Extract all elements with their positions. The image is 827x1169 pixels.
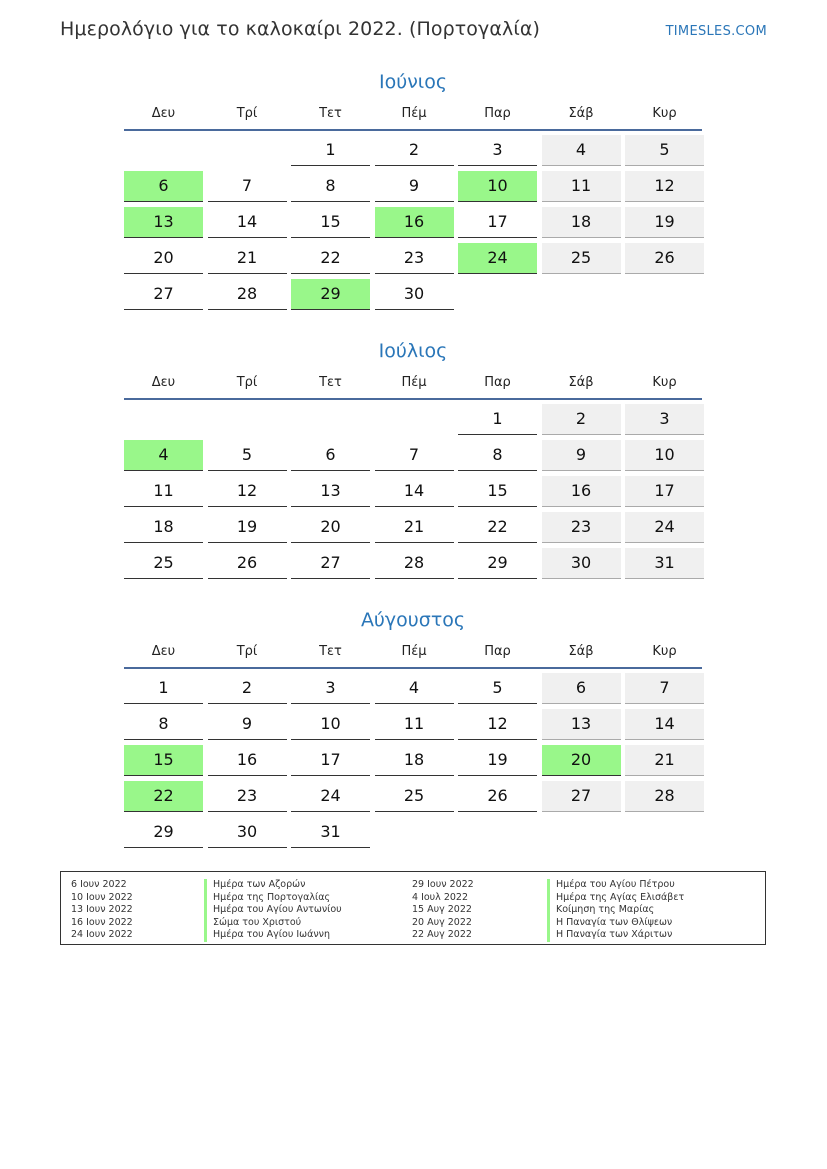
day-cell: 29 bbox=[458, 548, 537, 579]
day-cell: 14 bbox=[625, 709, 704, 740]
day-cell: 15 bbox=[291, 207, 370, 238]
legend-names-left bbox=[204, 879, 342, 942]
weekday-label: Παρ bbox=[484, 374, 511, 390]
day-grid bbox=[124, 673, 702, 848]
holiday-day-cell: 6 bbox=[124, 171, 203, 202]
day-cell: 12 bbox=[208, 476, 287, 507]
month-june bbox=[124, 67, 702, 310]
day-cell: 3 bbox=[291, 673, 370, 704]
holiday-legend bbox=[60, 871, 766, 945]
day-cell: 26 bbox=[208, 548, 287, 579]
weekday-label: Πέμ bbox=[401, 105, 427, 121]
weekday-label: Παρ bbox=[484, 643, 511, 659]
day-cell: 5 bbox=[208, 440, 287, 471]
weekday-label: Σάβ bbox=[568, 374, 594, 390]
day-cell: 31 bbox=[291, 817, 370, 848]
page-title: Ημερολόγιο για το καλοκαίρι 2022. (Πορτογαλία) bbox=[60, 18, 541, 40]
day-cell: 14 bbox=[375, 476, 454, 507]
empty-cell bbox=[375, 404, 454, 434]
day-cell: 30 bbox=[542, 548, 621, 579]
weekday-label: Κυρ bbox=[652, 105, 677, 121]
day-cell: 28 bbox=[625, 781, 704, 812]
day-cell: 21 bbox=[208, 243, 287, 274]
day-cell: 7 bbox=[625, 673, 704, 704]
day-cell: 2 bbox=[375, 135, 454, 166]
day-cell: 24 bbox=[291, 781, 370, 812]
holiday-day-cell: 20 bbox=[542, 745, 621, 776]
day-cell: 7 bbox=[375, 440, 454, 471]
day-cell: 19 bbox=[625, 207, 704, 238]
month-title: Ιούνιος bbox=[378, 71, 448, 93]
day-cell: 10 bbox=[625, 440, 704, 471]
day-cell: 23 bbox=[542, 512, 621, 543]
day-cell: 24 bbox=[625, 512, 704, 543]
day-cell: 9 bbox=[542, 440, 621, 471]
day-cell: 16 bbox=[542, 476, 621, 507]
legend-holiday-name: Ημέρα της Πορτογαλίας bbox=[204, 892, 342, 905]
holiday-day-cell: 22 bbox=[124, 781, 203, 812]
day-cell: 9 bbox=[375, 171, 454, 202]
weekday-label: Σάβ bbox=[568, 105, 594, 121]
weekday-label: Τρί bbox=[236, 643, 258, 659]
legend-dates-right bbox=[412, 879, 474, 942]
day-cell: 25 bbox=[542, 243, 621, 274]
day-cell: 8 bbox=[458, 440, 537, 471]
day-cell: 19 bbox=[458, 745, 537, 776]
weekday-label: Τετ bbox=[319, 643, 342, 659]
weekday-header bbox=[124, 635, 702, 667]
legend-holiday-name: Ημέρα του Αγίου Αντωνίου bbox=[204, 904, 342, 917]
weekday-label: Τετ bbox=[319, 105, 342, 121]
day-cell: 29 bbox=[124, 817, 203, 848]
legend-date: 16 Ιουν 2022 bbox=[71, 916, 133, 928]
day-cell: 1 bbox=[458, 404, 537, 435]
day-cell: 27 bbox=[124, 279, 203, 310]
weekday-label: Σάβ bbox=[568, 643, 594, 659]
day-cell: 8 bbox=[291, 171, 370, 202]
day-cell: 11 bbox=[375, 709, 454, 740]
legend-holiday-name: Ημέρα του Αγίου Πέτρου bbox=[547, 879, 684, 892]
day-cell: 19 bbox=[208, 512, 287, 543]
day-cell: 7 bbox=[208, 171, 287, 202]
day-cell: 27 bbox=[542, 781, 621, 812]
day-cell: 4 bbox=[375, 673, 454, 704]
holiday-day-cell: 15 bbox=[124, 745, 203, 776]
empty-cell bbox=[124, 135, 203, 165]
holiday-day-cell: 4 bbox=[124, 440, 203, 471]
header-rule bbox=[124, 667, 702, 669]
weekday-label: Δευ bbox=[151, 643, 176, 659]
day-cell: 8 bbox=[124, 709, 203, 740]
day-cell: 6 bbox=[542, 673, 621, 704]
holiday-day-cell: 24 bbox=[458, 243, 537, 274]
day-cell: 10 bbox=[291, 709, 370, 740]
legend-holiday-name: Σώμα του Χριστού bbox=[204, 917, 342, 930]
legend-holiday-name: Ημέρα της Αγίας Ελισάβετ bbox=[547, 892, 684, 905]
month-july bbox=[124, 336, 702, 579]
holiday-day-cell: 10 bbox=[458, 171, 537, 202]
day-cell: 6 bbox=[291, 440, 370, 471]
day-cell: 5 bbox=[625, 135, 704, 166]
day-cell: 3 bbox=[458, 135, 537, 166]
day-cell: 28 bbox=[208, 279, 287, 310]
weekday-header bbox=[124, 366, 702, 398]
day-cell: 16 bbox=[208, 745, 287, 776]
weekday-label: Παρ bbox=[484, 105, 511, 121]
day-cell: 11 bbox=[124, 476, 203, 507]
legend-date: 20 Αυγ 2022 bbox=[412, 916, 472, 928]
weekday-label: Δευ bbox=[151, 105, 176, 121]
day-cell: 4 bbox=[542, 135, 621, 166]
day-cell: 26 bbox=[458, 781, 537, 812]
day-cell: 21 bbox=[625, 745, 704, 776]
day-cell: 2 bbox=[208, 673, 287, 704]
day-cell: 5 bbox=[458, 673, 537, 704]
day-cell: 21 bbox=[375, 512, 454, 543]
legend-holiday-name: Κοίμηση της Μαρίας bbox=[547, 904, 684, 917]
legend-date: 15 Αυγ 2022 bbox=[412, 904, 472, 916]
day-cell: 2 bbox=[542, 404, 621, 435]
header-rule bbox=[124, 398, 702, 400]
day-cell: 12 bbox=[458, 709, 537, 740]
day-cell: 27 bbox=[291, 548, 370, 579]
day-cell: 23 bbox=[375, 243, 454, 274]
day-cell: 13 bbox=[542, 709, 621, 740]
weekday-label: Τετ bbox=[319, 374, 342, 390]
brand-link[interactable]: TIMESLES.COM bbox=[665, 24, 767, 39]
month-title: Αύγουστος bbox=[360, 609, 466, 631]
legend-holiday-name: Η Παναγία των Χάριτων bbox=[547, 929, 684, 942]
weekday-label: Κυρ bbox=[652, 643, 677, 659]
legend-date: 22 Αυγ 2022 bbox=[412, 929, 472, 941]
day-cell: 20 bbox=[124, 243, 203, 274]
day-cell: 18 bbox=[124, 512, 203, 543]
weekday-header bbox=[124, 97, 702, 129]
empty-cell bbox=[291, 404, 370, 434]
legend-holiday-name: Ημέρα του Αγίου Ιωάννη bbox=[204, 929, 342, 942]
legend-date: 6 Ιουν 2022 bbox=[71, 879, 127, 890]
weekday-label: Δευ bbox=[151, 374, 176, 390]
day-cell: 1 bbox=[291, 135, 370, 166]
day-cell: 14 bbox=[208, 207, 287, 238]
day-cell: 26 bbox=[625, 243, 704, 274]
legend-names-right bbox=[547, 879, 684, 942]
day-cell: 23 bbox=[208, 781, 287, 812]
day-cell: 18 bbox=[375, 745, 454, 776]
day-grid bbox=[124, 404, 702, 579]
day-cell: 30 bbox=[208, 817, 287, 848]
legend-date: 10 Ιουν 2022 bbox=[71, 891, 133, 903]
empty-cell bbox=[208, 404, 287, 434]
day-cell: 25 bbox=[375, 781, 454, 812]
holiday-day-cell: 29 bbox=[291, 279, 370, 310]
day-cell: 18 bbox=[542, 207, 621, 238]
day-cell: 17 bbox=[291, 745, 370, 776]
weekday-label: Πέμ bbox=[401, 374, 427, 390]
day-cell: 17 bbox=[625, 476, 704, 507]
legend-date: 13 Ιουν 2022 bbox=[71, 904, 133, 916]
day-cell: 20 bbox=[291, 512, 370, 543]
day-cell: 17 bbox=[458, 207, 537, 238]
holiday-day-cell: 16 bbox=[375, 207, 454, 238]
day-cell: 15 bbox=[458, 476, 537, 507]
legend-date: 4 Ιουλ 2022 bbox=[412, 891, 468, 903]
day-cell: 30 bbox=[375, 279, 454, 310]
weekday-label: Τρί bbox=[236, 105, 258, 121]
empty-cell bbox=[208, 135, 287, 165]
holiday-day-cell: 13 bbox=[124, 207, 203, 238]
month-title: Ιούλιος bbox=[378, 340, 448, 362]
header-rule bbox=[124, 129, 702, 131]
legend-holiday-name: Η Παναγία των Θλίψεων bbox=[547, 917, 684, 930]
day-cell: 22 bbox=[458, 512, 537, 543]
legend-date: 29 Ιουν 2022 bbox=[412, 879, 474, 890]
day-cell: 25 bbox=[124, 548, 203, 579]
legend-dates-left bbox=[71, 879, 133, 942]
day-cell: 22 bbox=[291, 243, 370, 274]
day-cell: 9 bbox=[208, 709, 287, 740]
day-cell: 12 bbox=[625, 171, 704, 202]
legend-holiday-name: Ημέρα των Αζορών bbox=[204, 879, 342, 892]
day-cell: 31 bbox=[625, 548, 704, 579]
weekday-label: Πέμ bbox=[401, 643, 427, 659]
day-cell: 11 bbox=[542, 171, 621, 202]
month-august bbox=[124, 605, 702, 848]
day-cell: 28 bbox=[375, 548, 454, 579]
day-cell: 3 bbox=[625, 404, 704, 435]
empty-cell bbox=[124, 404, 203, 434]
legend-date: 24 Ιουν 2022 bbox=[71, 929, 133, 941]
day-cell: 1 bbox=[124, 673, 203, 704]
day-cell: 13 bbox=[291, 476, 370, 507]
weekday-label: Τρί bbox=[236, 374, 258, 390]
day-grid bbox=[124, 135, 702, 310]
weekday-label: Κυρ bbox=[652, 374, 677, 390]
